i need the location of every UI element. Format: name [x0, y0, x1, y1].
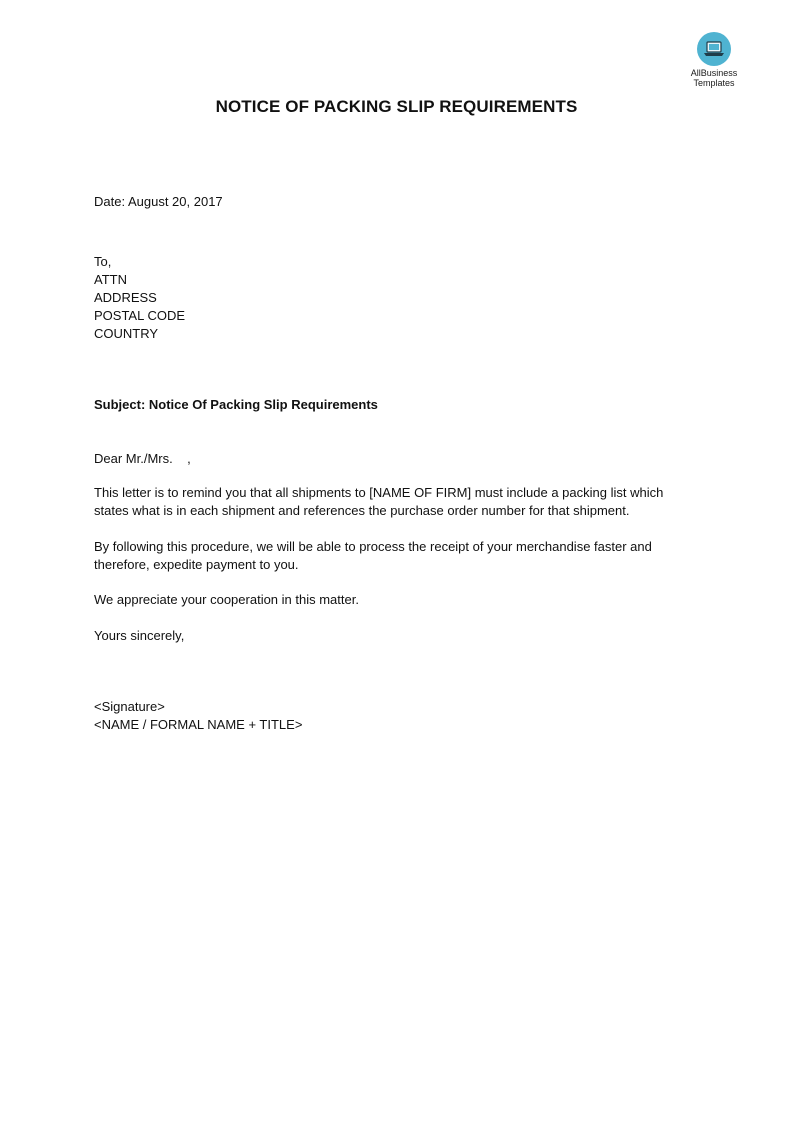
recipient-postal-code: POSTAL CODE [94, 308, 186, 323]
body-paragraph-2-line-2: therefore, expedite payment to you. [94, 557, 299, 572]
laptop-icon [697, 32, 731, 66]
company-logo [680, 32, 748, 88]
body-paragraph-1-line-1: This letter is to remind you that all shipments to [NAME OF FIRM] must include a packing list which [94, 485, 664, 500]
letter-subject: Subject: Notice Of Packing Slip Requirements [94, 397, 378, 412]
letter-date: Date: August 20, 2017 [94, 194, 223, 209]
salutation: Dear Mr./Mrs. , [94, 451, 191, 466]
body-paragraph-1-line-2: states what is in each shipment and references the purchase order number for that shipment. [94, 503, 630, 518]
body-paragraph-2-line-1: By following this procedure, we will be able to process the receipt of your merchandise faster and [94, 539, 652, 554]
document-title: NOTICE OF PACKING SLIP REQUIREMENTS [215, 97, 578, 116]
logo-text-line1: AllBusiness [690, 68, 738, 78]
body-paragraph-3: We appreciate your cooperation in this matter. [94, 592, 359, 607]
recipient-to: To, [94, 254, 112, 269]
closing: Yours sincerely, [94, 628, 185, 643]
name-title-placeholder: <NAME / FORMAL NAME + TITLE> [94, 717, 303, 732]
recipient-attn: ATTN [94, 272, 127, 287]
logo-text-line2: Templates [693, 78, 735, 88]
recipient-country: COUNTRY [94, 326, 159, 341]
signature-placeholder: <Signature> [94, 699, 165, 714]
recipient-address: ADDRESS [94, 290, 157, 305]
